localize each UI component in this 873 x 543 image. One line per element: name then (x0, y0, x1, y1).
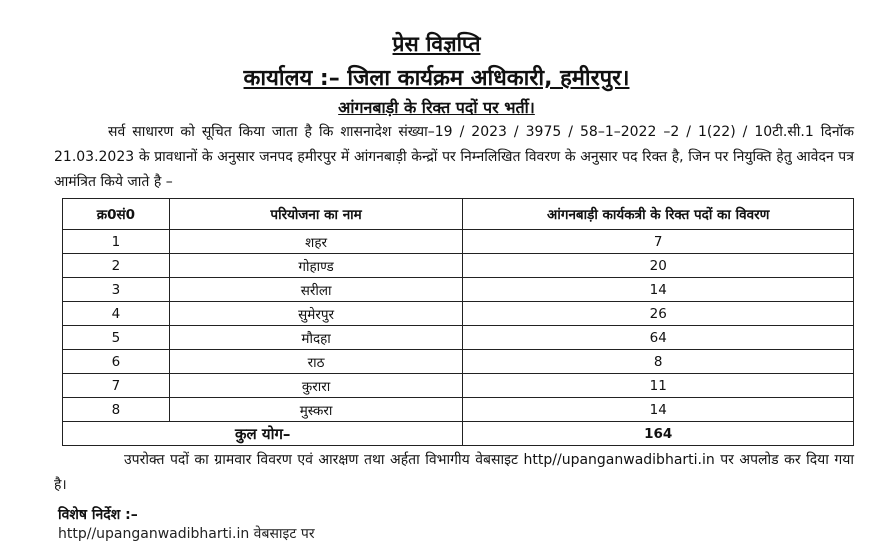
subject-line: आंगनबाड़ी के रिक्त पदों पर भर्ती। (338, 98, 535, 117)
press-release-heading: प्रेस विज्ञप्ति (392, 32, 481, 56)
vacancy-cell: 14 (463, 278, 854, 302)
serial-cell: 8 (63, 398, 170, 422)
table-row (63, 374, 854, 398)
table-row (63, 254, 854, 278)
vacancy-cell: 26 (463, 302, 854, 326)
project-cell: मौदहा (169, 326, 463, 350)
table-row (63, 350, 854, 374)
partial-cutoff-line: http//upanganwadibharti.in वेबसाइट पर (58, 526, 315, 542)
table-header-row (63, 199, 854, 230)
project-cell: सुमेरपुर (169, 302, 463, 326)
serial-cell: 2 (63, 254, 170, 278)
vacancy-cell: 8 (463, 350, 854, 374)
vacancy-cell: 7 (463, 230, 854, 254)
header-serial: क्र0सं0 (63, 199, 170, 230)
header-project-name: परियोजना का नाम (169, 199, 463, 230)
table-row (63, 398, 854, 422)
vacancy-cell: 20 (463, 254, 854, 278)
serial-cell: 5 (63, 326, 170, 350)
total-label: कुल योग– (63, 422, 463, 446)
office-title: कार्यालय :– जिला कार्यक्रम अधिकारी, हमीरपुर। (243, 66, 630, 91)
project-cell: सरीला (169, 278, 463, 302)
project-cell: मुस्करा (169, 398, 463, 422)
table-row (63, 230, 854, 254)
serial-cell: 3 (63, 278, 170, 302)
total-value: 164 (463, 422, 854, 446)
project-cell: राठ (169, 350, 463, 374)
vacancy-table (62, 198, 854, 446)
vacancy-cell: 14 (463, 398, 854, 422)
intro-paragraph: सर्व साधारण को सूचित किया जाता है कि शासनादेश संख्या–19 / 2023 / 3975 / 58–1–2022 –2 / 1(22) / 10टी.सी.1 दिनॉक 21.03.2023 के प्रावधानों के अनुसार जनपद हमीरपुर में आंगनबाड़ी केन्द्रों पर निम्नलिखित विवरण के अनुसार पद रिक्त है, जिन पर नियुक्ति हेतु आवेदन पत्र आमंत्रित किये जाते है – (54, 124, 854, 190)
closing-paragraph: उपरोक्त पदों का ग्रामवार विवरण एवं आरक्षण तथा अर्हता विभागीय वेबसाइट http//upanganwadibharti.in पर अपलोड कर दिया गया है। (54, 452, 854, 493)
special-note-heading: विशेष निर्देश :– (58, 507, 138, 523)
serial-cell: 4 (63, 302, 170, 326)
serial-cell: 6 (63, 350, 170, 374)
table-row (63, 326, 854, 350)
vacancy-cell: 64 (463, 326, 854, 350)
header-vacancy-detail: आंगनबाड़ी कार्यकत्री के रिक्त पदों का विवरण (463, 199, 854, 230)
serial-cell: 7 (63, 374, 170, 398)
total-row (63, 422, 854, 446)
table-row (63, 278, 854, 302)
vacancy-cell: 11 (463, 374, 854, 398)
project-cell: शहर (169, 230, 463, 254)
table-row (63, 302, 854, 326)
project-cell: गोहाण्ड (169, 254, 463, 278)
project-cell: कुरारा (169, 374, 463, 398)
serial-cell: 1 (63, 230, 170, 254)
